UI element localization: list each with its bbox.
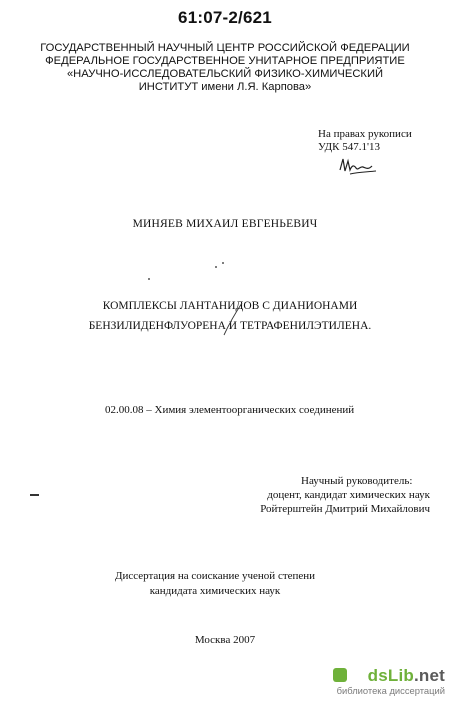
- city-year: Москва 2007: [194, 634, 256, 646]
- archive-code: 61:07-2/621: [178, 8, 272, 27]
- watermark-logo-main: dsLib: [367, 666, 414, 685]
- manuscript-rights: [318, 128, 412, 154]
- scan-speck: [148, 278, 150, 280]
- author-name: МИНЯЕВ МИХАИЛ ЕВГЕНЬЕВИЧ: [132, 218, 318, 230]
- supervisor-position: доцент, кандидат химических наук: [267, 489, 430, 501]
- org-line: ИНСТИТУТ имени Л.Я. Карпова»: [138, 81, 312, 93]
- watermark: [333, 666, 445, 696]
- rights-line: На правах рукописи: [318, 128, 412, 140]
- degree-statement: [100, 569, 330, 599]
- margin-dash: [30, 494, 39, 496]
- degree-line: Диссертация на соискание ученой степени: [114, 570, 316, 582]
- org-line: ГОСУДАРСТВЕННЫЙ НАУЧНЫЙ ЦЕНТР РОССИЙСКОЙ ФЕДЕРАЦИИ: [40, 42, 410, 54]
- udc-code: УДК 547.1'13: [318, 141, 380, 153]
- scan-speck: [222, 262, 224, 264]
- degree-line: кандидата химических наук: [149, 585, 281, 597]
- scan-speck: [215, 266, 217, 268]
- org-line: «НАУЧНО-ИССЛЕДОВАТЕЛЬСКИЙ ФИЗИКО-ХИМИЧЕСКИЙ: [66, 68, 384, 80]
- watermark-badge-icon: [333, 668, 347, 682]
- title-line: БЕНЗИЛИДЕНФЛУОРЕНА И ТЕТРАФЕНИЛЭТИЛЕНА.: [88, 320, 372, 332]
- watermark-subtitle: библиотека диссертаций: [336, 685, 445, 696]
- supervisor-label: Научный руководитель:: [301, 475, 413, 487]
- pen-stroke-mark: [222, 302, 244, 336]
- specialty-code: 02.00.08 – Химия элементоорганических соединений: [105, 404, 355, 416]
- watermark-logo-tld: .net: [413, 666, 445, 685]
- supervisor-block: [235, 474, 430, 516]
- supervisor-name: Ройтерштейн Дмитрий Михайлович: [260, 503, 430, 515]
- organization-header: [20, 42, 430, 94]
- watermark-logo: [368, 666, 445, 686]
- title-line: КОМПЛЕКСЫ ЛАНТАНИДОВ С ДИАНИОНАМИ: [102, 300, 358, 312]
- org-line: ФЕДЕРАЛЬНОЕ ГОСУДАРСТВЕННОЕ УНИТАРНОЕ ПРЕДПРИЯТИЕ: [45, 55, 405, 67]
- signature-scribble: [338, 156, 378, 176]
